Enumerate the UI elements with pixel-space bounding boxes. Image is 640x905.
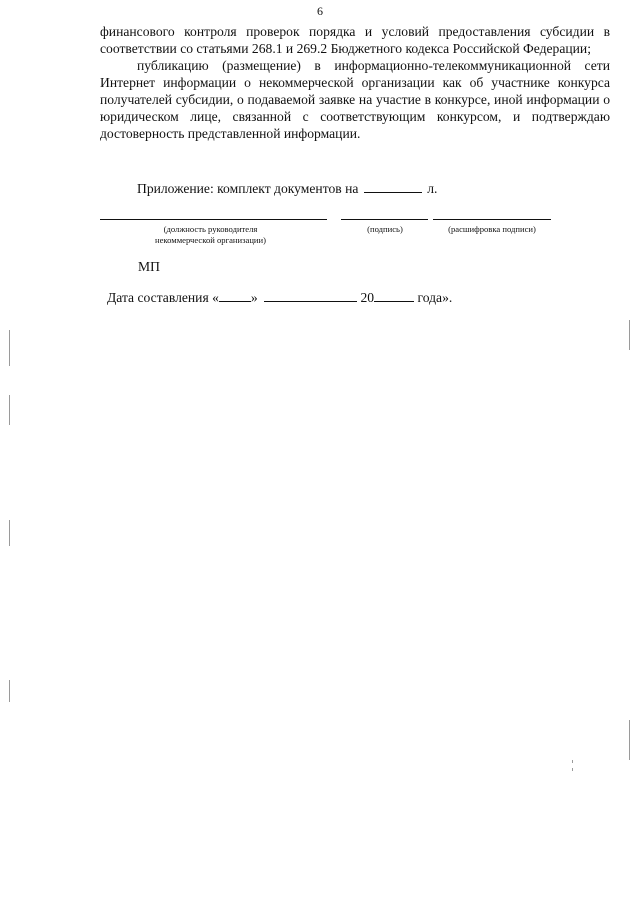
position-caption-line1: (должность руководителя — [163, 224, 258, 234]
date-line — [107, 289, 452, 306]
scan-speck — [629, 720, 630, 760]
appendix-line — [137, 180, 437, 197]
appendix-pages-blank — [364, 180, 422, 193]
paragraph-publication: публикацию (размещение) в информационно-телекоммуникационной сети Интернет информации о некоммерческой организации как об участнике конкурса получателей субсидии, о подаваемой заявке на участие в конкурсе, иной информации о юридическом лице, связанной с соответствующим конкурсом, и подтверждаю достоверность представленной информации. — [100, 58, 610, 141]
position-caption-line2: некоммерческой организации) — [154, 235, 266, 245]
document-body — [100, 23, 610, 142]
stamp-label: МП — [138, 259, 160, 274]
appendix-suffix: л. — [427, 181, 438, 196]
signature-caption: (подпись) — [367, 224, 403, 234]
date-suffix: года». — [417, 290, 453, 305]
signature-line — [341, 219, 428, 220]
date-label: Дата составления « — [107, 290, 219, 305]
scan-speck — [9, 395, 10, 425]
appendix-label: Приложение: комплект документов на — [137, 181, 359, 196]
decoding-caption: (расшифровка подписи) — [448, 224, 536, 234]
scan-speck — [572, 768, 573, 771]
decoding-line — [433, 219, 551, 220]
scan-speck — [9, 520, 10, 546]
page-number: 6 — [317, 4, 323, 18]
month-blank — [264, 289, 357, 302]
scan-speck — [9, 680, 10, 702]
scan-speck — [629, 320, 630, 350]
scan-speck — [9, 330, 10, 366]
position-line — [100, 219, 327, 220]
year-blank — [374, 289, 414, 302]
scan-speck — [572, 760, 573, 763]
date-close-quote: » — [250, 290, 258, 305]
paragraph-control: финансового контроля проверок порядка и условий предоставления субсидии в соответствии со статьями 268.1 и 269.2 Бюджетного кодекса Российской Федерации; — [100, 24, 610, 56]
day-blank — [219, 289, 251, 302]
year-prefix: 20 — [360, 290, 375, 305]
position-caption — [118, 224, 303, 246]
